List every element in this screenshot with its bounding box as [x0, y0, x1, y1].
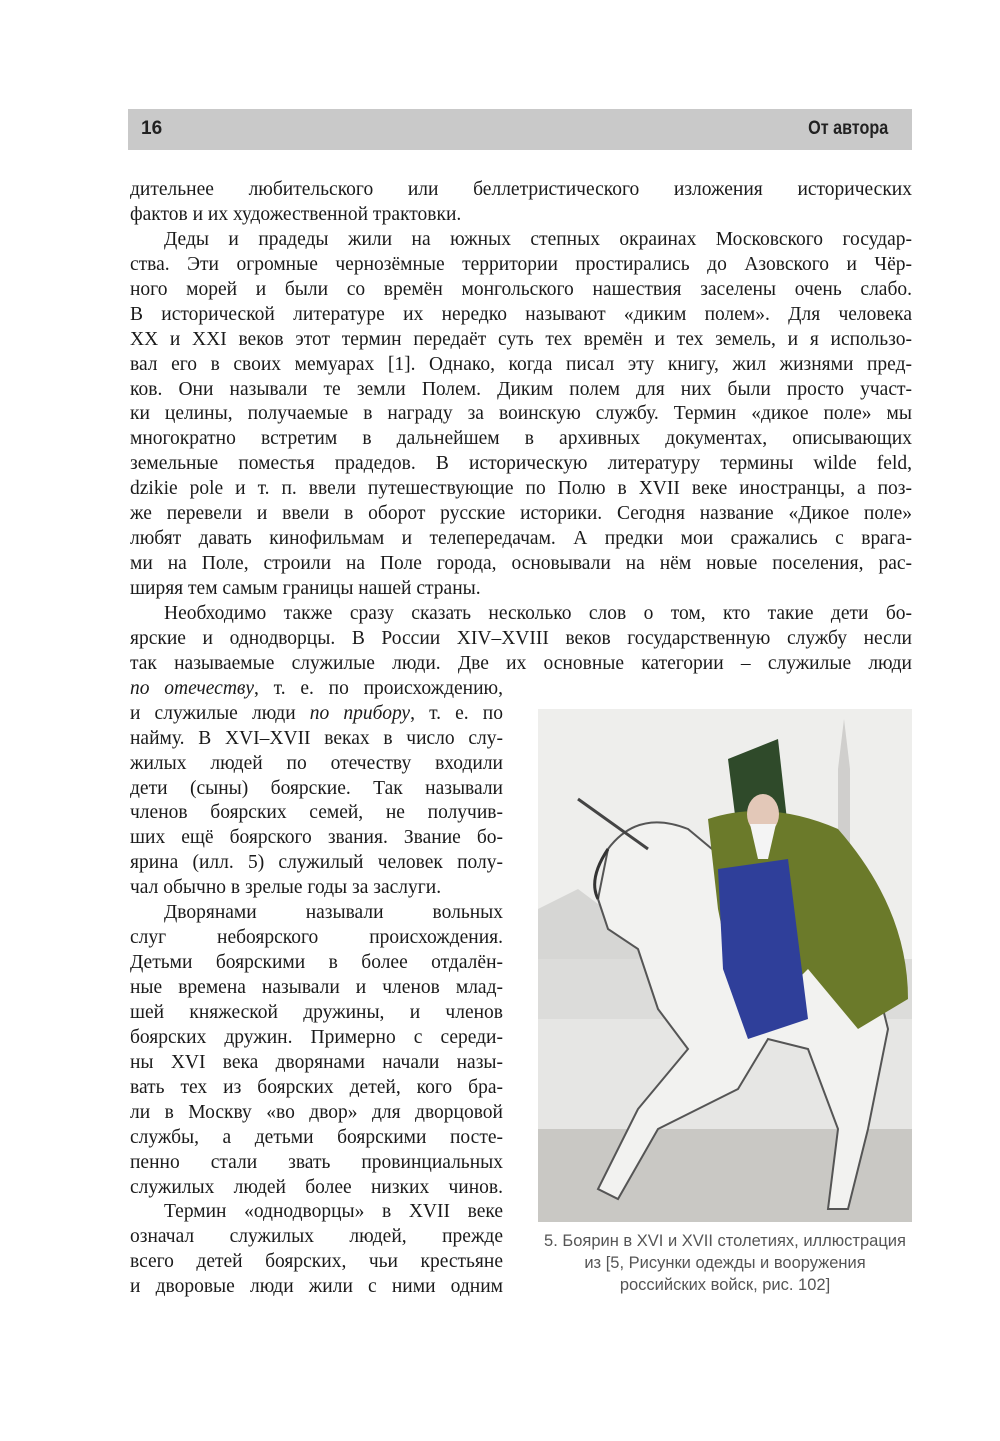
text-segment: ми на Поле, строили на Поле города, основывали на нём новые поселения, рас- [130, 553, 912, 575]
section-title: От автора [807, 118, 888, 139]
text-line [130, 1001, 503, 1026]
text-line [130, 976, 503, 1001]
text-segment: ярина (илл. 5) служилый человек полу- [130, 852, 503, 874]
text-segment: dzikie pole и т. п. ввели путешествующие по Полю в XVII веке иностранцы, а поз- [130, 478, 912, 500]
text-line [130, 602, 912, 627]
italic-term: по отечеству [130, 677, 255, 699]
text-line [130, 477, 912, 502]
text-segment: ярские и однодворцы. В России XIV–XVIII веков государственную службу несли [130, 627, 912, 649]
text-segment: всего детей боярских, чьи крестьяне [130, 1251, 503, 1273]
figure-caption [530, 1230, 920, 1296]
text-segment: дети (сыны) боярские. Так называли [130, 777, 503, 799]
text-segment: Деды и прадеды жили на южных степных окраинах Московского государ- [164, 228, 912, 250]
text-segment: вал его в своих мемуарах [1]. Однако, когда писал эту книгу, жил жизнями пред- [130, 353, 912, 375]
text-line [130, 801, 503, 826]
text-line [130, 1225, 503, 1250]
text-line [130, 677, 503, 702]
text-line [130, 727, 503, 752]
text-segment: ные времена называли и членов млад- [130, 977, 503, 998]
text-segment: слуг небоярского происхождения. [130, 927, 503, 949]
text-line [130, 652, 912, 677]
text-line [130, 1200, 503, 1225]
text-segment: жилых людей по отечеству входили [130, 752, 503, 774]
text-line [130, 527, 912, 552]
running-header [128, 109, 912, 150]
text-segment: ширяя тем самым границы нашей страны. [130, 578, 481, 599]
text-segment: службы, а детьми боярскими посте- [130, 1126, 503, 1148]
text-segment: и дворовые люди жили с ними одним [130, 1276, 503, 1298]
text-segment: так называемые служилые люди. Две их основные категории – служилые люди [130, 652, 912, 674]
text-line [130, 303, 912, 328]
text-segment: , т. е. по происхождению, [254, 677, 503, 699]
text-segment: означал служилых людей, прежде [130, 1226, 503, 1248]
text-line [130, 1151, 503, 1176]
text-line [130, 1101, 503, 1126]
caption-line: из [5, Рисунки одежды и вооружения [584, 1254, 866, 1272]
text-line [130, 951, 503, 976]
text-line [130, 876, 503, 901]
text-segment: любят давать кинофильмам и телепередачам. А предки мои сражались с врага- [130, 528, 912, 550]
text-line [130, 502, 912, 527]
text-line [130, 826, 503, 851]
caption-line: российских войск, рис. 102] [619, 1276, 831, 1294]
text-segment: дительнее любительского или беллетристического изложения исторических [130, 179, 912, 200]
text-segment: ков. Они называли те земли Полем. Диким полем для них были просто участ- [130, 378, 912, 400]
text-line [130, 901, 503, 926]
text-line [130, 402, 912, 427]
text-segment: чал обычно в зрелые годы за заслуги. [130, 877, 442, 899]
text-line [130, 253, 912, 278]
text-line [130, 228, 912, 253]
text-line [130, 1250, 503, 1275]
text-segment: членов боярских семей, не получив- [130, 802, 503, 824]
text-line [130, 328, 912, 353]
text-line [130, 1076, 503, 1101]
text-line [130, 926, 503, 951]
text-segment: служилых людей более низких чинов. [130, 1176, 503, 1198]
illustration-boyar-on-horse [538, 709, 912, 1222]
text-segment: ли в Москву «во двор» для дворцовой [130, 1101, 503, 1123]
text-segment: В исторической литературе их нередко называют «диким полем». Для человека [130, 303, 912, 325]
text-segment: XX и XXI веков этот термин передаёт суть тех времён и тех земель, и я использо- [130, 328, 912, 350]
text-segment: пенно стали звать провинциальных [130, 1151, 503, 1173]
text-segment: Термин «однодворцы» в XVII веке [164, 1201, 503, 1223]
text-segment: боярских дружин. Примерно с середи- [130, 1026, 503, 1048]
text-segment: ки целины, получаемые в награду за воинскую службу. Термин «дикое поле» мы [130, 403, 912, 425]
text-line [130, 577, 912, 602]
text-line [130, 1051, 503, 1076]
text-line [130, 378, 912, 403]
text-segment: ны XVI века дворянами начали назы- [130, 1051, 503, 1073]
text-segment: ного морей и были со времён монгольского нашествия заселены очень слабо. [130, 278, 912, 300]
text-segment: шей княжеской дружины, и членов [130, 1001, 503, 1023]
text-line [130, 1126, 503, 1151]
text-line [130, 752, 503, 777]
italic-term: по прибору [309, 702, 411, 724]
page-number: 16 [141, 118, 163, 139]
text-line [130, 353, 912, 378]
text-line [130, 702, 503, 727]
text-segment: же перевели и ввели в оборот русские историки. Сегодня название «Дикое поле» [130, 503, 912, 525]
text-segment: ства. Эти огромные чернозёмные территории простирались до Азовского и Чёр- [130, 253, 912, 275]
text-line [130, 427, 912, 452]
text-segment: Необходимо также сразу сказать несколько слов о том, кто такие дети бо- [164, 602, 912, 624]
text-line [130, 552, 912, 577]
text-line [130, 178, 912, 203]
text-segment: фактов и их художественной трактовки. [130, 203, 462, 225]
text-line [130, 1275, 503, 1300]
text-segment: многократно встретим в дальнейшем в архивных документах, описывающих [130, 428, 912, 450]
text-segment: , т. е. по [410, 702, 503, 724]
text-segment: Дворянами называли вольных [164, 902, 503, 924]
text-segment: ших ещё боярского звания. Звание бо- [130, 827, 503, 849]
text-segment: и служилые люди [130, 702, 310, 724]
text-line [130, 203, 912, 228]
text-line [130, 1176, 503, 1201]
caption-line: 5. Боярин в XVI и XVII столетиях, иллюстрация [544, 1232, 906, 1250]
text-line [130, 777, 503, 802]
text-segment: земельные поместья прадедов. В историческую литературу термины wilde feld, [130, 453, 912, 475]
text-segment: Детьми боярскими в более отдалён- [130, 952, 503, 974]
text-line [130, 851, 503, 876]
text-line [130, 452, 912, 477]
text-segment: найму. В XVI–XVII веках в число слу- [130, 727, 503, 749]
text-line [130, 278, 912, 303]
text-segment: вать тех из боярских детей, кого бра- [130, 1076, 503, 1098]
text-line [130, 627, 912, 652]
text-line [130, 1026, 503, 1051]
